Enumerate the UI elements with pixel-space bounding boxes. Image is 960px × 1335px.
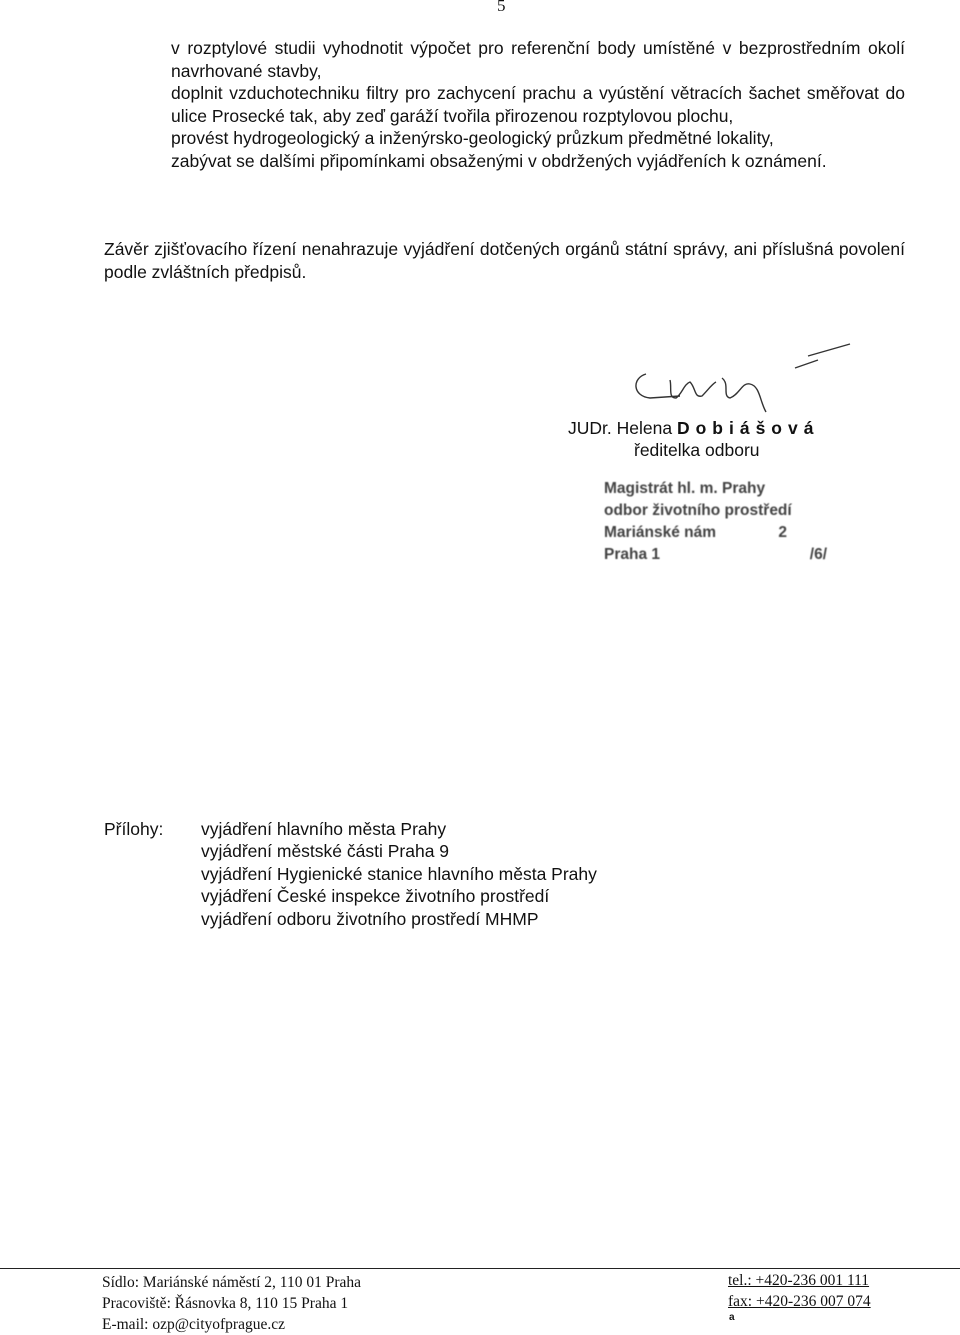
attachment-item: vyjádření Hygienické stanice hlavního města Prahy	[201, 863, 597, 884]
stamp-text: odbor životního prostředí	[604, 502, 792, 519]
office-stamp	[604, 478, 849, 566]
footer-seat: Sídlo: Mariánské náměstí 2, 110 01 Praha	[102, 1274, 362, 1291]
requirement-item: v rozptylové studii vyhodnotit výpočet pro referenční body umístěné v bezprostředním okolí navrhované stavby,	[171, 38, 905, 81]
signer-surname: Dobiášová	[676, 418, 820, 438]
signer-role: ředitelka odboru	[634, 440, 760, 460]
footer-address	[102, 1272, 361, 1335]
stamp-text: /6/	[809, 546, 827, 563]
footer-tel: tel.: +420-236 001 111	[728, 1272, 870, 1289]
footer-divider	[0, 1268, 960, 1269]
signer-block	[568, 417, 819, 461]
signer-name-line	[568, 417, 819, 439]
attachments-list	[201, 818, 597, 930]
page-number: 5	[497, 0, 506, 15]
attachment-item: vyjádření odboru životního prostředí MHMP	[201, 908, 539, 929]
requirements-list	[171, 37, 905, 173]
stamp-text: Mariánské nám	[604, 524, 716, 541]
conclusion-paragraph: Závěr zjišťovacího řízení nenahrazuje vyjádření dotčených orgánů státní správy, ani příslušná povolení podle zvláštních předpisů.	[104, 239, 905, 282]
handwritten-signature	[610, 338, 870, 418]
requirement-item: doplnit vzduchotechniku filtry pro zachycení prachu a vyústění větracích šachet směřovat do ulice Prosecké tak, aby zeď garáží tvořila přirozenou rozptylovou plochu,	[171, 83, 905, 126]
stamp-line	[604, 544, 849, 566]
attachments-section	[104, 818, 597, 930]
stamp-text: 2	[778, 524, 787, 541]
stamp-line	[604, 500, 849, 522]
stamp-text: Praha 1	[604, 546, 661, 563]
stamp-text: Magistrát hl. m. Prahy	[604, 480, 766, 497]
attachment-item: vyjádření městské části Praha 9	[201, 841, 450, 862]
footer-mark: a	[729, 1312, 735, 1323]
attachment-item: vyjádření hlavního města Prahy	[201, 819, 447, 839]
attachment-item: vyjádření České inspekce životního prostředí	[201, 886, 550, 907]
stamp-line	[604, 478, 849, 500]
footer-workplace: Pracoviště: Řásnovka 8, 110 15 Praha 1	[102, 1295, 349, 1312]
requirement-item: zabývat se dalšími připomínkami obsaženými v obdržených vyjádřeních k oznámení.	[171, 150, 827, 171]
footer-contacts	[728, 1270, 871, 1312]
attachments-label: Přílohy:	[104, 819, 164, 839]
signer-title-name: JUDr. Helena	[568, 418, 673, 438]
stamp-line	[604, 522, 849, 544]
requirement-item: provést hydrogeologický a inženýrsko-geologický průzkum předmětné lokality,	[171, 128, 774, 149]
footer-email: E-mail: ozp@cityofprague.cz	[102, 1316, 285, 1333]
footer-fax: fax: +420-236 007 074	[728, 1293, 871, 1310]
